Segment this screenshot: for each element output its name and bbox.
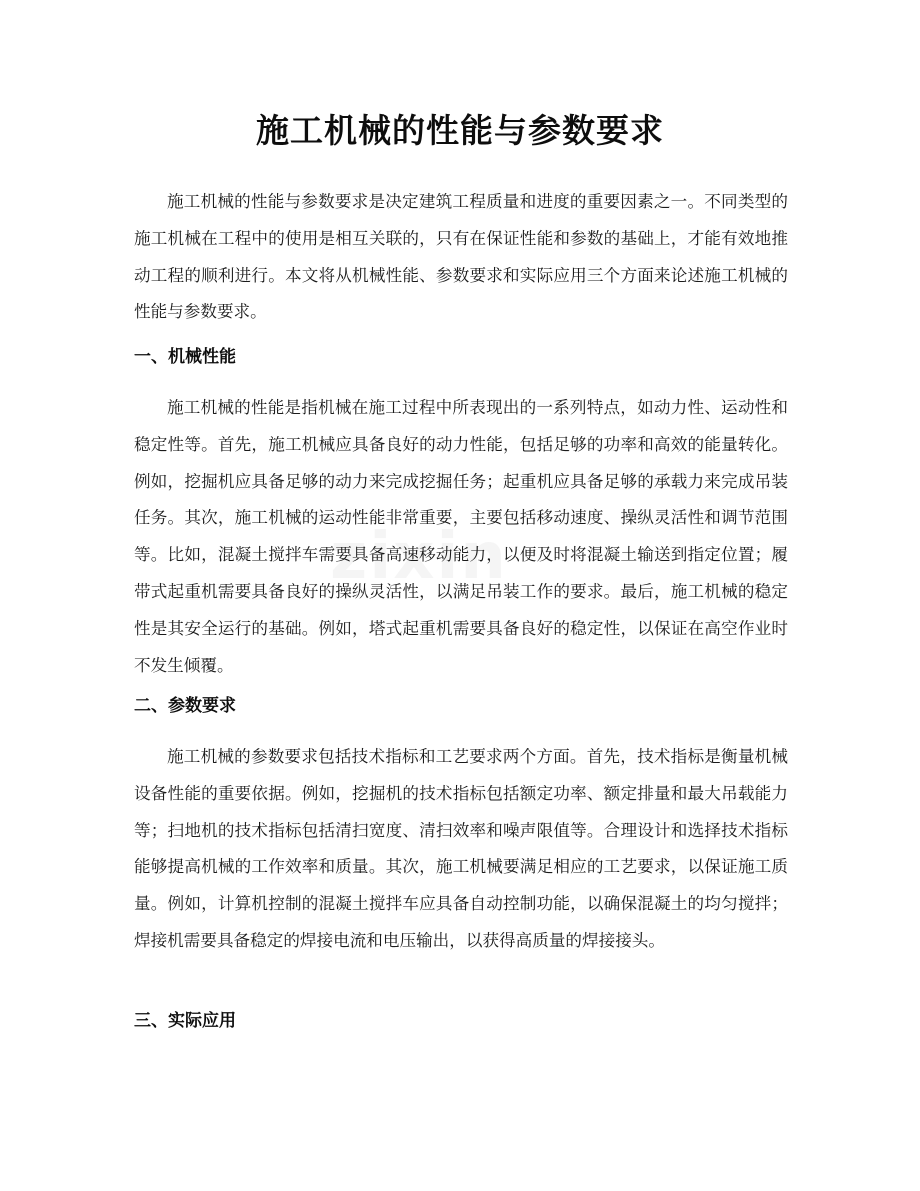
watermark: zixin — [330, 520, 508, 594]
section-heading-application: 三、实际应用 — [134, 1011, 236, 1031]
page-title: 施工机械的性能与参数要求 — [256, 111, 664, 150]
intro-paragraph: 施工机械的性能与参数要求是决定建筑工程质量和进度的重要因素之一。不同类型的施工机械在工程中的使用是相互关联的，只有在保证性能和参数的基础上，才能有效地推动工程的顺利进行。本文将从机械性能、参数要求和实际应用三个方面来论述施工机械的性能与参数要求。 — [134, 192, 788, 322]
section-body-parameters: 施工机械的参数要求包括技术指标和工艺要求两个方面。首先，技术指标是衡量机械设备性能的重要依据。例如，挖掘机的技术指标包括额定功率、额定排量和最大吊载能力等；扫地机的技术指标包括清扫宽度、清扫效率和噪声限值等。合理设计和选择技术指标能够提高机械的工作效率和质量。其次，施工机械要满足相应的工艺要求，以保证施工质量。例如，计算机控制的混凝土搅拌车应具备自动控制功能，以确保混凝土的均匀搅拌；焊接机需要具备稳定的焊接电流和电压输出，以获得高质量的焊接接头。 — [134, 747, 788, 950]
section-heading-performance: 一、机械性能 — [134, 347, 236, 367]
section-body-performance: 施工机械的性能是指机械在施工过程中所表现出的一系列特点，如动力性、运动性和稳定性等。首先，施工机械应具备良好的动力性能，包括足够的功率和高效的能量转化。例如，挖掘机应具备足够的动力来完成挖掘任务；起重机应具备足够的承载力来完成吊装任务。其次，施工机械的运动性能非常重要，主要包括移动速度、操纵灵活性和调节范围等。比如，混凝土搅拌车需要具备高速移动能力，以便及时将混凝土输送到指定位置；履带式起重机需要具备良好的操纵灵活性，以满足吊装工作的要求。最后，施工机械的稳定性是其安全运行的基础。例如，塔式起重机需要具备良好的稳定性，以保证在高空作业时不发生倾覆。 — [134, 398, 788, 675]
section-heading-parameters: 二、参数要求 — [134, 696, 236, 716]
